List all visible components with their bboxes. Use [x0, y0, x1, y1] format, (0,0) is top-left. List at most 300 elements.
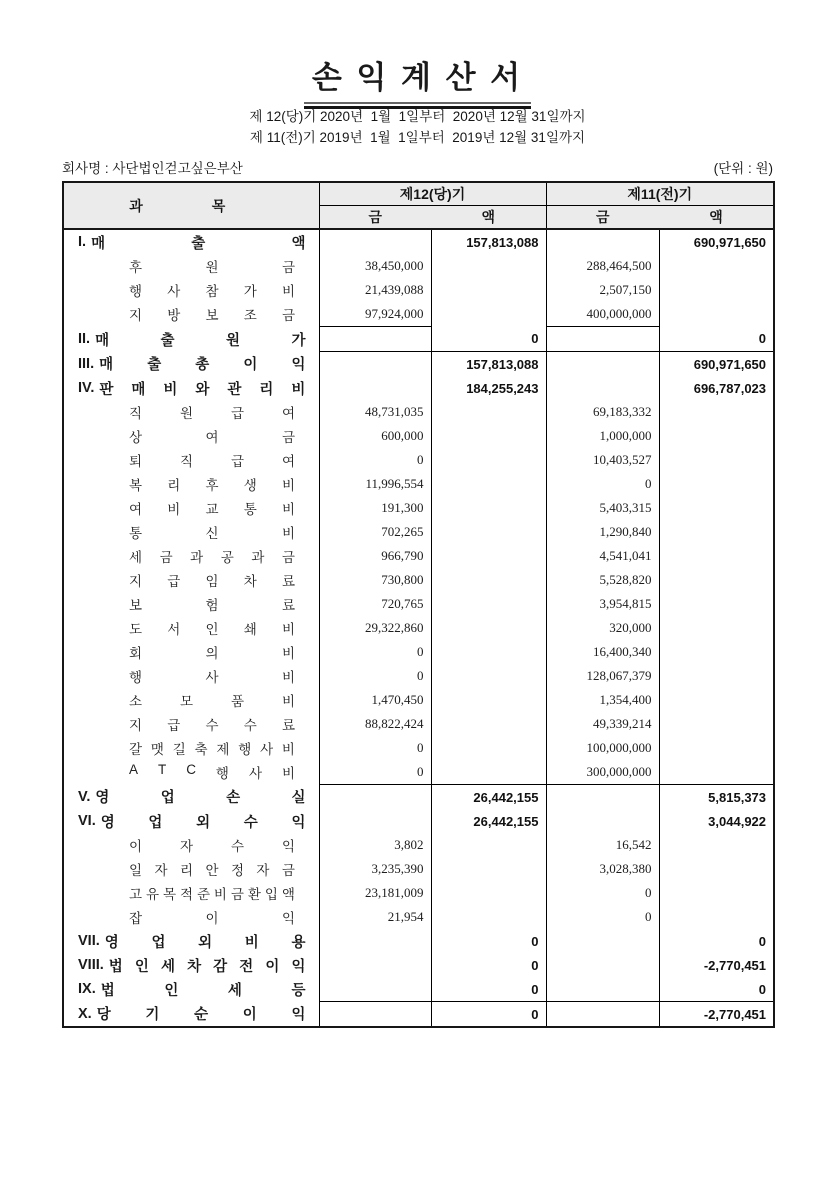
label-char: 비: [281, 694, 295, 709]
amount-cell: [659, 977, 774, 1002]
account-label-cell: [63, 760, 319, 785]
amount-cell: [319, 616, 431, 640]
amount-value: 1,290,840: [599, 524, 652, 539]
amount-cell: [659, 905, 774, 929]
label-char: 비: [281, 742, 295, 757]
account-label-cell: [63, 568, 319, 592]
amount-cell: [319, 229, 431, 254]
amount-cell: [546, 327, 659, 352]
header-row-periods: [63, 182, 774, 206]
account-label: [129, 907, 295, 927]
label-char: 외: [198, 934, 213, 951]
table-row: [63, 809, 774, 833]
label-char: 후: [129, 260, 143, 275]
label-char: 임: [205, 574, 219, 589]
label-char: 축: [194, 742, 208, 757]
account-label-cell: [63, 352, 319, 377]
label-char: 자: [179, 839, 194, 854]
account-label: [129, 426, 295, 446]
amount-value: 3,028,380: [599, 861, 652, 876]
table-row: [63, 712, 774, 736]
label-char: 수: [205, 718, 219, 733]
amount-value: 3,044,922: [708, 813, 767, 829]
amount-value: 26,442,155: [473, 813, 539, 829]
amount-value: 38,450,000: [365, 258, 424, 273]
label-char: 여: [281, 406, 295, 421]
label-char: 직: [179, 454, 194, 469]
amount-cell: [546, 881, 659, 905]
amount-value: 4,541,041: [599, 548, 652, 563]
account-label: [129, 618, 295, 638]
table-row: [63, 929, 774, 953]
label-char: 매: [131, 381, 146, 398]
label-char: C: [186, 762, 196, 778]
amount-cell: [431, 688, 546, 712]
amount-cell: [431, 424, 546, 448]
amount-cell: [319, 544, 431, 568]
label-char: 제: [216, 742, 230, 757]
amount-cell: [431, 592, 546, 616]
table-row: [63, 327, 774, 352]
header-amount-aek-current: 액: [431, 206, 546, 230]
amount-value: 48,731,035: [365, 404, 424, 419]
label-char: 관: [227, 381, 242, 398]
label-char: 가: [291, 332, 306, 349]
label-char: 금: [281, 550, 295, 565]
account-label-cell: [63, 809, 319, 833]
label-char: 금: [281, 308, 295, 324]
label-char: 후: [205, 478, 219, 493]
label-char: 퇴: [129, 454, 143, 469]
label-char: 익: [281, 911, 295, 926]
label-char: 서: [167, 622, 181, 637]
label-char: 이: [265, 958, 280, 975]
amount-cell: [546, 568, 659, 592]
amount-value: 0: [758, 331, 767, 347]
amount-cell: [319, 857, 431, 881]
amount-cell: [546, 424, 659, 448]
amount-cell: [546, 254, 659, 278]
table-row: [63, 229, 774, 254]
label-char: 자: [256, 863, 270, 878]
amount-value: 49,339,214: [593, 716, 652, 731]
roman-numeral-prefix: I.: [78, 234, 87, 250]
amount-cell: [319, 448, 431, 472]
income-statement-table: [62, 181, 775, 1028]
account-label: [129, 690, 295, 710]
amount-cell: [431, 568, 546, 592]
amount-cell: [546, 785, 659, 810]
amount-value: 128,067,379: [586, 668, 652, 683]
account-label: [64, 378, 319, 399]
account-label-cell: [63, 400, 319, 424]
amount-cell: [659, 809, 774, 833]
table-row: [63, 616, 774, 640]
label-char: 안: [205, 863, 219, 878]
label-char: 생: [243, 478, 257, 493]
amount-value: 0: [417, 740, 424, 755]
label-char: 환: [247, 887, 261, 902]
label-char: 외: [196, 814, 211, 831]
amount-cell: [546, 1002, 659, 1028]
amount-value: 3,235,390: [371, 861, 424, 876]
label-char: T: [157, 762, 167, 778]
label-char: 세: [227, 982, 242, 999]
amount-value: 0: [531, 981, 539, 997]
label-char: 참: [205, 284, 219, 299]
label-char: 업: [148, 814, 163, 831]
amount-value: -2,770,451: [703, 1006, 767, 1022]
label-char: 수: [243, 814, 258, 831]
label-char: 지: [129, 574, 143, 589]
table-row: [63, 424, 774, 448]
label-char: 과: [251, 550, 265, 565]
amount-value: 0: [645, 476, 652, 491]
header-subject-cell: [63, 182, 319, 229]
label-char: 금: [230, 887, 244, 902]
amount-cell: [546, 929, 659, 953]
roman-numeral-prefix: IV.: [78, 380, 95, 396]
amount-cell: [659, 472, 774, 496]
amount-value: 0: [645, 909, 652, 924]
label-char: 익: [291, 1007, 306, 1024]
label-char: 유: [145, 887, 160, 902]
amount-cell: [431, 953, 546, 977]
label-char: 원: [226, 332, 241, 349]
label-char: 의: [205, 646, 219, 661]
label-char: 행: [129, 670, 143, 685]
amount-cell: [659, 448, 774, 472]
label-char: 액: [291, 235, 306, 252]
label-char: 길: [172, 742, 186, 757]
label-char: 당: [96, 1007, 111, 1024]
amount-cell: [546, 472, 659, 496]
account-label: [64, 353, 319, 374]
amount-cell: [546, 664, 659, 688]
amount-cell: [659, 881, 774, 905]
amount-cell: [319, 496, 431, 520]
table-row: [63, 302, 774, 327]
account-label: [129, 522, 295, 542]
period-line-current: 제 12(당)기 2020년 1월 1일부터 2020년 12월 31일까지: [249, 109, 586, 124]
account-label: [129, 570, 295, 590]
table-row: [63, 448, 774, 472]
label-char: 영: [95, 790, 110, 807]
account-label: [129, 883, 295, 903]
label-char: 비: [281, 622, 295, 637]
label-char: 기: [145, 1007, 160, 1024]
roman-numeral-prefix: VIII.: [78, 957, 104, 973]
amount-cell: [659, 327, 774, 352]
label-char: 출: [147, 357, 162, 374]
amount-cell: [659, 664, 774, 688]
table-row: [63, 688, 774, 712]
amount-cell: [319, 472, 431, 496]
account-label-cell: [63, 327, 319, 352]
amount-value: 69,183,332: [593, 404, 652, 419]
amount-cell: [319, 376, 431, 400]
header-amount-geum-current: 금: [319, 206, 431, 230]
label-char: 실: [291, 790, 306, 807]
account-label-cell: [63, 229, 319, 254]
label-char: 비: [281, 502, 295, 517]
amount-cell: [319, 1002, 431, 1028]
label-char: 지: [129, 718, 143, 733]
amount-cell: [319, 302, 431, 327]
amount-cell: [659, 616, 774, 640]
label-char: 험: [205, 598, 219, 613]
amount-cell: [659, 302, 774, 327]
label-char: 원: [179, 406, 194, 421]
amount-cell: [546, 376, 659, 400]
amount-cell: [546, 520, 659, 544]
roman-numeral-prefix: VI.: [78, 813, 96, 829]
label-char: 비: [213, 887, 227, 902]
table-row: [63, 905, 774, 929]
account-label: [129, 738, 295, 758]
account-label-cell: [63, 929, 319, 953]
label-char: 사: [248, 766, 262, 782]
amount-cell: [431, 760, 546, 785]
amount-cell: [431, 736, 546, 760]
amount-cell: [431, 327, 546, 352]
amount-value: 100,000,000: [586, 740, 652, 755]
amount-cell: [659, 352, 774, 377]
amount-cell: [319, 520, 431, 544]
amount-cell: [659, 736, 774, 760]
account-label: [64, 979, 319, 1000]
label-char: 통: [129, 526, 143, 541]
amount-cell: [659, 400, 774, 424]
roman-numeral-prefix: VII.: [78, 933, 100, 949]
header-amount-geum-prior: 금: [546, 206, 659, 230]
account-label: [129, 474, 295, 494]
account-label: [64, 931, 319, 952]
label-char: 이: [205, 911, 219, 926]
label-char: 여: [129, 502, 143, 517]
amount-cell: [319, 278, 431, 302]
account-label-cell: [63, 857, 319, 881]
amount-value: 600,000: [381, 428, 424, 443]
header-amount-aek-prior: 액: [659, 206, 774, 230]
amount-cell: [431, 905, 546, 929]
label-char: 사: [167, 284, 181, 299]
amount-cell: [546, 229, 659, 254]
label-char: 수: [230, 839, 245, 854]
period-line-prior: 제 11(전)기 2019년 1월 1일부터 2019년 12월 31일까지: [249, 130, 586, 145]
statement-table-wrap: [62, 181, 773, 1028]
label-char: 품: [230, 694, 245, 709]
label-char: 익: [281, 839, 295, 854]
account-label-cell: [63, 736, 319, 760]
amount-value: 702,265: [381, 524, 424, 539]
amount-cell: [319, 592, 431, 616]
amount-cell: [319, 736, 431, 760]
amount-cell: [546, 905, 659, 929]
label-char: 매: [99, 357, 114, 374]
amount-value: 23,181,009: [365, 885, 424, 900]
table-row: [63, 472, 774, 496]
account-label-cell: [63, 881, 319, 905]
account-label: [129, 450, 295, 470]
label-char: 비: [244, 934, 259, 951]
amount-cell: [546, 809, 659, 833]
label-char: 비: [291, 381, 306, 398]
amount-cell: [431, 881, 546, 905]
amount-value: 300,000,000: [586, 764, 652, 779]
label-char: 갈: [129, 742, 143, 757]
account-label-cell: [63, 424, 319, 448]
amount-value: 26,442,155: [473, 789, 539, 805]
label-char: 여: [205, 430, 219, 445]
label-char: 상: [129, 430, 143, 445]
amount-cell: [431, 254, 546, 278]
label-char: 목: [162, 887, 177, 902]
amount-cell: [431, 616, 546, 640]
amount-cell: [431, 664, 546, 688]
account-label: [129, 304, 295, 324]
amount-cell: [431, 448, 546, 472]
amount-value: 0: [758, 981, 767, 997]
label-char: 보: [205, 308, 219, 324]
amount-value: 5,528,820: [599, 572, 652, 587]
label-char: 과: [190, 550, 204, 565]
label-char: 비: [281, 670, 295, 685]
label-char: 인: [164, 982, 179, 999]
label-char: 급: [230, 406, 245, 421]
label-char: 료: [281, 718, 295, 733]
unit-label: (단위 : 원): [713, 161, 773, 176]
amount-cell: [431, 857, 546, 881]
account-label: [129, 642, 295, 662]
label-char: 익: [291, 357, 306, 374]
amount-cell: [546, 616, 659, 640]
table-row: [63, 352, 774, 377]
amount-cell: [659, 1002, 774, 1028]
amount-cell: [546, 302, 659, 327]
amount-value: 0: [417, 764, 424, 779]
table-row: [63, 857, 774, 881]
account-label: [129, 498, 295, 518]
label-char: 인: [134, 958, 149, 975]
amount-value: 0: [417, 668, 424, 683]
amount-value: 690,971,650: [693, 356, 767, 372]
account-label: [129, 835, 295, 855]
label-char: 법: [100, 982, 115, 999]
amount-cell: [431, 400, 546, 424]
amount-value: 1,000,000: [599, 428, 652, 443]
amount-cell: [319, 953, 431, 977]
account-label-cell: [63, 592, 319, 616]
label-char: 비: [281, 478, 295, 493]
table-row: [63, 640, 774, 664]
account-label: [129, 714, 295, 734]
amount-cell: [319, 929, 431, 953]
amount-cell: [659, 857, 774, 881]
label-char: 잡: [129, 911, 143, 926]
amount-value: 696,787,023: [693, 380, 767, 396]
label-char: 자: [154, 863, 168, 878]
label-char: 이: [129, 839, 143, 854]
document-title-wrap: [0, 52, 835, 104]
amount-cell: [319, 568, 431, 592]
amount-cell: [546, 977, 659, 1002]
header-subject-char: 과: [129, 197, 143, 214]
account-label: [129, 666, 295, 686]
amount-value: 10,403,527: [593, 452, 652, 467]
amount-cell: [546, 833, 659, 857]
amount-cell: [319, 712, 431, 736]
label-char: 익: [291, 958, 306, 975]
amount-cell: [319, 400, 431, 424]
label-char: 비: [167, 502, 181, 517]
label-char: 고: [129, 887, 143, 902]
amount-cell: [431, 472, 546, 496]
amount-cell: [319, 881, 431, 905]
amount-cell: [546, 857, 659, 881]
amount-value: 157,813,088: [466, 234, 539, 250]
amount-cell: [546, 400, 659, 424]
label-char: 전: [239, 958, 254, 975]
label-char: 회: [129, 646, 143, 661]
label-char: 신: [205, 526, 219, 541]
amount-cell: [659, 424, 774, 448]
label-char: 료: [281, 574, 295, 589]
amount-cell: [659, 592, 774, 616]
amount-cell: [431, 496, 546, 520]
amount-cell: [431, 977, 546, 1002]
account-label: [64, 329, 319, 350]
label-char: 비: [163, 381, 178, 398]
amount-cell: [546, 352, 659, 377]
roman-numeral-prefix: V.: [78, 788, 91, 805]
account-label-cell: [63, 640, 319, 664]
amount-cell: [659, 785, 774, 810]
account-label: [64, 811, 319, 832]
account-label-cell: [63, 664, 319, 688]
table-row: [63, 760, 774, 785]
label-char: 모: [179, 694, 194, 709]
amount-value: 0: [758, 933, 767, 949]
amount-cell: [319, 254, 431, 278]
label-char: 감: [213, 958, 228, 975]
table-row: [63, 544, 774, 568]
amount-value: 97,924,000: [365, 306, 424, 321]
account-label: [64, 232, 319, 253]
label-char: 리: [259, 381, 274, 398]
amount-value: 320,000: [609, 620, 652, 635]
label-char: 와: [195, 381, 210, 398]
amount-value: 1,354,400: [599, 692, 652, 707]
amount-cell: [659, 254, 774, 278]
label-char: 비: [281, 526, 295, 541]
amount-value: 0: [531, 957, 539, 973]
label-char: 액: [281, 887, 295, 902]
amount-value: 690,971,650: [693, 234, 767, 250]
label-char: 세: [160, 958, 175, 975]
amount-value: 88,822,424: [365, 716, 424, 731]
amount-value: 1,470,450: [371, 692, 424, 707]
account-label-cell: [63, 616, 319, 640]
amount-cell: [659, 640, 774, 664]
amount-cell: [546, 278, 659, 302]
roman-numeral-prefix: IX.: [78, 981, 96, 998]
account-label-cell: [63, 448, 319, 472]
label-char: 급: [167, 574, 181, 589]
account-label-cell: [63, 785, 319, 810]
table-row: [63, 568, 774, 592]
amount-value: 966,790: [381, 548, 424, 563]
